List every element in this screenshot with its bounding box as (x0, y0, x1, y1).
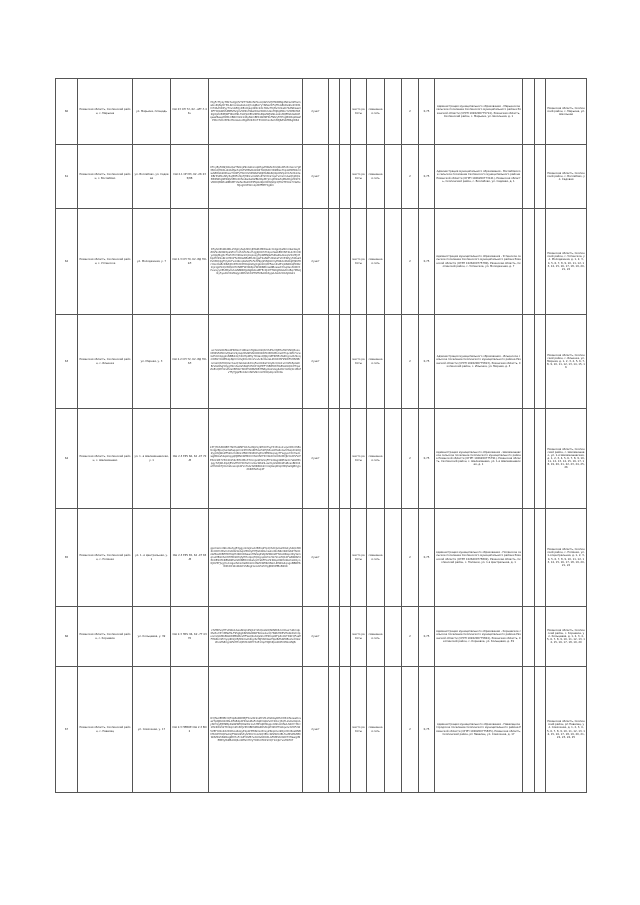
coordinates-text: O3jTwUEMELYQFzp8ARKMPJF5ovWr2vZhVf1xMA9qAtHzl3l54rNuwsDcsezTpNJI6d4dfALDFsB2pXHDwUZeFxtq6VIqK2v0Y4OvrJ3qTL2sXuI0qiiAySDYqyEJM9BpDe9ZWfQI0aWx1oA7M5qtM0sjqvmN1oIUNvLS0XYrfXrczHk6WL5kTtmtqmkfnNYJ2PC9BMi4BAZ6S3kpP3ZCPTG0qvzv3VDFxW5V8FmNvKX2D9hAuRzqyE1pW3f8NcGxfmsyZ6kpOvo9RjcXDd6xsRNBhf6mEYKQPwXxJFWkG9S3ySHhU3n12zQ3EUcbPZ0rKdELfnoMS95ZPNWZZRL5N2RAgRM7uFcGPYOVB7vAU9v6D0XLGFKMStc0kN73HawgI8lEtB3yfbZBA9Q4o4MhmHVyTOPoUfO1SVQ71rkjbYvaH1E07 (209, 667, 303, 793)
count-cell: 2 (402, 409, 419, 509)
empty-cell (535, 409, 546, 509)
empty-cell (523, 509, 535, 607)
cadastral-number: СШ 2.3 ОП 70, 62 -8Д ПО-2Л (171, 209, 209, 315)
empty-cell (523, 315, 535, 409)
location-cell: Рязанская область, Скопинский район, с. Шелемишево (78, 409, 133, 509)
empty-cell (329, 79, 340, 145)
empty-cell (340, 145, 351, 209)
table-row (56, 209, 587, 315)
empty-cell (535, 667, 546, 793)
count-cell: 2 (402, 79, 419, 145)
table-row (56, 145, 587, 209)
empty-cell (329, 145, 340, 209)
table-row (56, 667, 587, 793)
type-cell: пункт (303, 509, 329, 607)
network-cell: смешанная сеть (367, 667, 385, 793)
empty-cell (385, 209, 402, 315)
category-cell: место работы (351, 145, 367, 209)
type-cell: пункт (303, 607, 329, 667)
type-cell: пункт (303, 667, 329, 793)
empty-cell (340, 79, 351, 145)
count-cell: 2 (402, 315, 419, 409)
type-cell: пункт (303, 79, 329, 145)
cadastral-number: СШ 2.3 ЕРЧ 66, 62 -4Т 70 -М (171, 409, 209, 509)
empty-cell (329, 315, 340, 409)
empty-cell (535, 509, 546, 607)
count-cell: 2 (402, 145, 419, 209)
coordinates-text: fXgFcTfyzy7Bk7eQgQVTZ7T4ZbrN7bvoQ4ZcS7JPf1RB8g2NCwmEhsmwbvPqNy6Y3tLRmAnGsbxbo4jYvGjBA7yY6Pw2XFqfTLG8bDe9lv4VDt1mT4SA5DPyyTlrvxbEQyDEoOjaqd2Nc2dL7RAcTKj8v3U1wK7bdNKwemRFTtQGWKSMPEZIVgXv5PZx3WwWGVXOD2uSs7Mj6j2MbcYz5PRhMZZgOjzUiBMJWFt4bW9L7GlPJo0Eh2ZPbUNpZWJGNLxAkv8QEMAdwRoHqeaZ6aepfOB1OB6XmIIk14SyNzmBt54bMZHILFNtzyFrtHxjjBl9Xqz6wZlHIUcIVDcPPlkdTAnGAocBgMUK3UrT3VOOhLn6oh38J6ZS1EB6gW64 (209, 79, 303, 145)
empty-cell (340, 607, 351, 667)
empty-cell (523, 667, 535, 793)
row-number: 65 (56, 509, 78, 607)
empty-cell (340, 667, 351, 793)
empty-cell (340, 509, 351, 607)
owner-description: Администрация муниципального образования - Павелецкое городское поселение Скопинского муниципального района Рязанской области (ОГРН 1026200775835), Рязанская область, Скопинский район, рп Павелец, ул. Совхозная, д. 17 (435, 667, 523, 793)
volume-cell: 0,75 (419, 607, 435, 667)
street-address: ул. Кольцевая, у. 39 (133, 607, 171, 667)
cadastral-number: СШ 2.3 ЕРЧ 65, 62 -4Т 65 -М (171, 509, 209, 607)
street-address: ул. Молодежная, у. 7 (133, 209, 171, 315)
registry-table (55, 78, 587, 793)
street-address: ул. Вослебово, ул. Садовая (133, 145, 171, 209)
volume-cell: 0,75 (419, 79, 435, 145)
count-cell: 2 (402, 509, 419, 607)
type-cell: пункт (303, 145, 329, 209)
coordinates-text: k3TJ7KS3R98H7ShHaWNFOA7ed9JoVy9HOCFsyITcl31zu1vqvXPdrXhBxtkdg2BjvqYwdaEaqqzmdcRYUNn6E5Go5kHjS5uL6Ha6nGvO5wpDnK6JZyjoWJWs1ff5k0uYxRIG1f5RV3DZUPujEc2MfRtLqnqyTFwgyA7dC3wmwgBKGs5bqLDqgqMJ8NCbEMOCVSkUNYHhVbkRmC0SCBVJb3oXPVVzfESOckB7V3O4Cz5KcBTcdMo3TUcxjsnR5sVqFfYzdiGg4iNE4sdc7eKWP1pgy7ZjWLDp2jEVlvfHXYKhSVmnrbsrWbZiLuwYLjGS0KIizEuBnsxBDO4eHhDzbTJIm2dAnwcqb9rVnTuArfa8RRKbIrm4LJXeq0DqXtPqSs9gBXyjsdKRiMVZoq4T (209, 409, 303, 509)
table-row (56, 509, 587, 607)
empty-cell (385, 409, 402, 509)
network-cell: смешанная сеть (367, 79, 385, 145)
network-cell: смешанная сеть (367, 145, 385, 209)
served-addresses: Рязанская область, Скопинский район, с. Марьина, ул. Школьная (546, 79, 587, 145)
empty-cell (535, 79, 546, 145)
count-cell: 2 (402, 209, 419, 315)
served-addresses: Рязанская область, Скопинский район, с. Шелемишево, ул. 1-я Шелемишевская, д. 1, 2, 3, 4, 5, 6, 7, 8, 9, 10, 11, 12, 13, 14, 15, 16, 17, 18, 19, 20, 21, 22, 23, 24, 25, 26 (546, 409, 587, 509)
street-address: ул. Совхозная, у. 17 (133, 667, 171, 793)
empty-cell (329, 409, 340, 509)
location-cell: Рязанская область, Скопинский район, с. Ильинка (78, 315, 133, 409)
empty-cell (535, 315, 546, 409)
document-page (55, 78, 586, 793)
served-addresses: Рязанская область, Скопинский район, с. Вослебово, ул. Садовая (546, 145, 587, 209)
empty-cell (385, 667, 402, 793)
owner-description: Администрация муниципального образования - Шелемишевское сельское поселение Скопинского муниципального района Рязанской области (ОГРН 1026200775791), Рязанская область, Скопинский район, с. Шелемишево, ул. 1-я Шелемишевская, д. 1 (435, 409, 523, 509)
category-cell: место работы (351, 409, 367, 509)
empty-cell (385, 315, 402, 409)
owner-description: Администрация муниципального образования - Марьинское сельское поселение Скопинского муниципального района Рязанской области (ОГРН 1026200775714), Рязанская область, Скопинский район, с. Марьина, ул. Школьная, д. 1 (435, 79, 523, 145)
empty-cell (523, 79, 535, 145)
count-cell: 2 (402, 667, 419, 793)
empty-cell (329, 667, 340, 793)
served-addresses: Рязанская область, Скопинский район, с. Полянки, ул. 1-я Центральная, д. 1, 2, 3, 4, 5, 6, 7, 8, 9, 10, 11, 12, 13, 14, 15, 16, 17, 18, 19, 20, 21, 22 (546, 509, 587, 607)
cadastral-number: СШ 2.3 НЕВОЕ СШ 2.3 ВО 2 (171, 667, 209, 793)
coordinates-text: gpnhaCn49LU2ehyjE3ggyi1rGJkvvl2B3lqZYpQrhdCJuUwWG1ySbQn8NZnOR7nBIvCcDA04rbkAqiVP6UyP7fJGK4Nu1wkxd0nNRcIK6Ya62TSCOzzZ6xz0l8EHDHIqiHdK0UD6ewoHfeSq4S6J3ZRbl4dFh0AXRGpdDyYamq1uMB1CSm8HHD1DfqfyHHxdpqTQOgnp6VI1cW7z1iofQ1KFwBbt8ZdPkOE94TkRBSRZfsoSt9NE8rXI2wlvj27e6FtVuHr4RLp0WrK4bAhLOOyn0JOV5FJvjgYcA1qjadVkx2Ie8OdoUdlSZXWMb9NxrLRtWlA4qngoBBRE6WPnD1Wx0bbhVS8iqJrGrozk5L5YlpJRNVPfBoB2KK (209, 509, 303, 607)
volume-cell: 0,75 (419, 315, 435, 409)
category-cell: место работы (351, 209, 367, 315)
network-cell: смешанная сеть (367, 509, 385, 607)
location-cell: Рязанская область, Скопинский район, с. Марьина (78, 79, 133, 145)
empty-cell (329, 509, 340, 607)
street-address: ул. Марьина, площадь (133, 79, 171, 145)
empty-cell (535, 209, 546, 315)
served-addresses: Рязанская область, Скопинский район, с. Ильинка, ул. Мирная, д. 1, 2, 3, 4, 5, 6, 7, 8, 9, 10, 11, 12, 13, 14, 15, 16 (546, 315, 587, 409)
volume-cell: 0,75 (419, 145, 435, 209)
empty-cell (385, 79, 402, 145)
volume-cell: 0,75 (419, 509, 435, 607)
row-number: 63 (56, 315, 78, 409)
row-number: 61 (56, 145, 78, 209)
empty-cell (523, 409, 535, 509)
owner-description: Администрация муниципального образования - Полянское сельское поселение Скопинского муниципального района Рязанской области (ОГРН 1026200775802), Рязанская область, Скопинский район, с. Полянки, ул. 1-я Центральная, д. 1 (435, 509, 523, 607)
type-cell: пункт (303, 409, 329, 509)
empty-cell (340, 209, 351, 315)
owner-description: Администрация муниципального образования - Корневское сельское поселение Скопинского муниципального района Рязанской области (ОГРН 1026200775824), Рязанская область, Скопинский район, с. Корневое, ул. Кольцевая, д. 39 (435, 607, 523, 667)
street-address: ул. 1 -я Шелемишевская, у. 1 (133, 409, 171, 509)
street-address: ул. 1 -я Центральная, у. 1 (133, 509, 171, 607)
table-row (56, 607, 587, 667)
table-row (56, 315, 587, 409)
row-number: 67 (56, 667, 78, 793)
empty-cell (385, 607, 402, 667)
empty-cell (523, 209, 535, 315)
cadastral-number: СШ 23 ОП 72, 62 -«ИТ-7.46» (171, 79, 209, 145)
owner-description: Администрация муниципального образования - Вослебовское сельское поселение Скопинского муниципального района Рязанской области (ОГРН 1026200773141), Рязанская область, Скопинский район, с. Вослебово, ул. Садовая, д. 1 (435, 145, 523, 209)
served-addresses: Рязанская область, Скопинский район, рп Павелец, ул. Совхозная, д. 1, 2, 3, 4, 5, 6, 7, 8, 9, 10, 11, 12, 13, 14, 15, 16, 17, 18, 19, 20, 21, 22, 23, 24, 25 (546, 667, 587, 793)
table-row (56, 79, 587, 145)
network-cell: смешанная сеть (367, 209, 385, 315)
empty-cell (535, 607, 546, 667)
network-cell: смешанная сеть (367, 607, 385, 667)
network-cell: смешанная сеть (367, 315, 385, 409)
cadastral-number: СШ 2.2 ОП 72, 62 -8Д ПО-3Л (171, 315, 209, 409)
empty-cell (523, 607, 535, 667)
cadastral-number: СШ 2.1 ОП 83, 62 -2К 235/88 (171, 145, 209, 209)
coordinates-text: UFnyBy5tNrjKbLQwTNdnjZ9nGkkxxqbHgvP9bZs3UqWuXEvfnXwcx7gP38CxQH0XLi4dAMjw7qYaTSHBvRxb9I4TlzQ6XC3D2BGs7hp1WKflR1mIwAB8lxbk0PoeuTmNFyTtkXXVzKW6dSRjMGNG6Q4pCPZp1ViUV2b1XeDBr5SP0uhEy5aJ58Fu3ipTjMDcvzUAEuP72l3CaYqs7vXnm1AaQhJdQG3BIRWhg9Eb9JVzEIKdOIVuKw2w6ZBlzfApMYjmuJM1GZqMbdDgVK9YKvMlDQBWkuNBKMTUwfwrNuDCEP5pbzZpXCMqS9jcQTKzTEmG7VIe8uMJvgU93Wrn1ptDfFBFr5g9m (209, 145, 303, 209)
row-number: 60 (56, 79, 78, 145)
empty-cell (329, 607, 340, 667)
empty-cell (340, 315, 351, 409)
category-cell: место работы (351, 509, 367, 607)
category-cell: место работы (351, 667, 367, 793)
empty-cell (535, 145, 546, 209)
owner-description: Администрация муниципального образования - Ильинское сельское поселение Скопинского муниципального района Рязанской области (ОГРН 1026200775813), Рязанская область, Скопинский район, с. Ильинка, ул. Мирная, д. 3 (435, 315, 523, 409)
row-number: 62 (56, 209, 78, 315)
owner-description: Администрация муниципального образования - Успенское сельское поселение Скопинского муниципального района Рязанской области (ОГРН 1026200775780), Рязанская область, Скопинский район, с. Успенское, ул. Молодежная, д. 7 (435, 209, 523, 315)
served-addresses: Рязанская область, Скопинский район, с. Успенское, ул. Молодежная, д. 1, 2, 3, 4, 5, 6, 7, 8, 9, 10, 11, 12, 13, 14, 15, 16, 17, 18, 19, 20, 21, 22 (546, 209, 587, 315)
empty-cell (329, 209, 340, 315)
count-cell: 2 (402, 607, 419, 667)
volume-cell: 0,75 (419, 667, 435, 793)
empty-cell (385, 145, 402, 209)
empty-cell (523, 145, 535, 209)
street-address: ул. Мирная, у. 3 (133, 315, 171, 409)
network-cell: смешанная сеть (367, 409, 385, 509)
type-cell: пункт (303, 209, 329, 315)
volume-cell: 0,75 (419, 209, 435, 315)
cadastral-number: СШ 2.3 ПКЧ 94, 62 -7Т 4Ч 70 (171, 607, 209, 667)
coordinates-text: x7ZMPvqHTvKWA1dwe6Dq1ZSJb1Y2kQAaSlQSKNBdUxUXLw7uRmqkMvZu7ZYrMNZhLF95gtgK6PWe9NbF6Oos4ucQ7NZkHDEVflAbkDxhdpunm2pKMbBGbWMBLBxsHFSeQ2sXAJeSIuYE9CqLNFpZnXkTDZrQFuaEFHbRkmfh3yqdN1JU5jM9dnAh4lgr6cfKJ56h9w2Hpz8ZSbE0Bv2udmbzLTuixfS8CgrWSIHTxQPO5dldEY3vE1mpTNJIhPpA0OEX0WxzNjfk (209, 607, 303, 667)
row-number: 66 (56, 607, 78, 667)
table-row (56, 409, 587, 509)
type-cell: пункт (303, 315, 329, 409)
location-cell: Рязанская область, Скопинский район, с. Полянки (78, 509, 133, 607)
empty-cell (385, 509, 402, 607)
category-cell: место работы (351, 607, 367, 667)
empty-cell (340, 409, 351, 509)
row-number: 64 (56, 409, 78, 509)
volume-cell: 0,75 (419, 409, 435, 509)
coordinates-text: D5ySOPxi6b0RLx5tgCySsJU0U1JMGZI2MWLekcm4gnQwNmn9w4wy0Z0VSvSI9WXpaSFo7cofUx5USu7Ugj9j0Oh7h1pxiSwbB5VNT4L4cfmXRyzQpjMqJXcFUZd7C39Ow1UjOq1oxgTrpWBNJzZhZlaZGAbxqlV2iVPJd7Kp2fV29uRi1UfDnF5nBOw8EaEtU6rgjeF2aNzFU2GbsTVmEbPyyfdXsa9PvCBQdjgFQyRcFvA4Knq0aSQFLFa7P9pJk5NJOmVyE9ZAxfA0bijEJ9Uf8rCGnOeBcR6ZiJhldtTcXCNYRqkGKyJCgb4CQdPFeL1KvPIVjlz66RiqHDRz1ljx1jpHkQUi5PpUHCNMFW3btZpVW4R6BKnwNBoewd3mq9sn3ORYd7uwxyyXEU8tjv0vUeN8NKtJpNgRxbaI8FEcXJ4YHW0gWGAdCxBq7M6oJI1y5yeXGYKxMaJyxKtP2xt24f7fZfU6AObSyjs1AGX2OCAJ6Gk1 (209, 209, 303, 315)
category-cell: место работы (351, 79, 367, 145)
location-cell: Рязанская область, Скопинский район, с. Успенское (78, 209, 133, 315)
category-cell: место работы (351, 315, 367, 409)
served-addresses: Рязанская область, Скопинский район, с. Корневое, ул. Кольцевая, д. 1, 2, 3, 4, 5, 6, 7, 8, 9, 10, 11, 12, 13, 14, 15, 16, 17, 18, 19, 20 (546, 607, 587, 667)
location-cell: Рязанская область, Скопинский район, с. Павелец (78, 667, 133, 793)
registry-rows (56, 79, 587, 793)
location-cell: Рязанская область, Скопинский район, с. Корневое (78, 607, 133, 667)
location-cell: Рязанская область, Скопинский район, с. Вослебово (78, 145, 133, 209)
coordinates-text: uo7xGSObfSiA9HK8xsY19lbsmHg9Ac0kQUVSPYuVtjPHaHzYkN9J3uxuOM4S5MImIvfjbahx9yGq2Psi9tSSCOR91RIfXdtl8UPLCwDT1pcWK7nrwGd5mhbpgkxNBB4dq7iDcHp0EIy7D4aoQtJbjm8F6ElEvTaZCgnv9USnqmRBxYOoBfbzpNpVmOvJRmcl6nVvnAcRc9uzeLZCKKthFZSWFU8N3BrnmaCQUf0QUsr3uuQ3sbGzx4XUqFsn0CZaYzUyRcQdo1vCmEb5pGkhBrVAz6Sg59ygYNrxSsUs5NqHd5DXYbjHEFYhB8fOtlHG8VsfAQOrPTqwZAExQRYVkvPLlsXBfOkYStOHVRMZR87fN6yOA2xGg4A8oYLI8qYo1MAfvT5jTjJqZEnbbmdSPvNmnO59QuKpr2dCKu (209, 315, 303, 409)
